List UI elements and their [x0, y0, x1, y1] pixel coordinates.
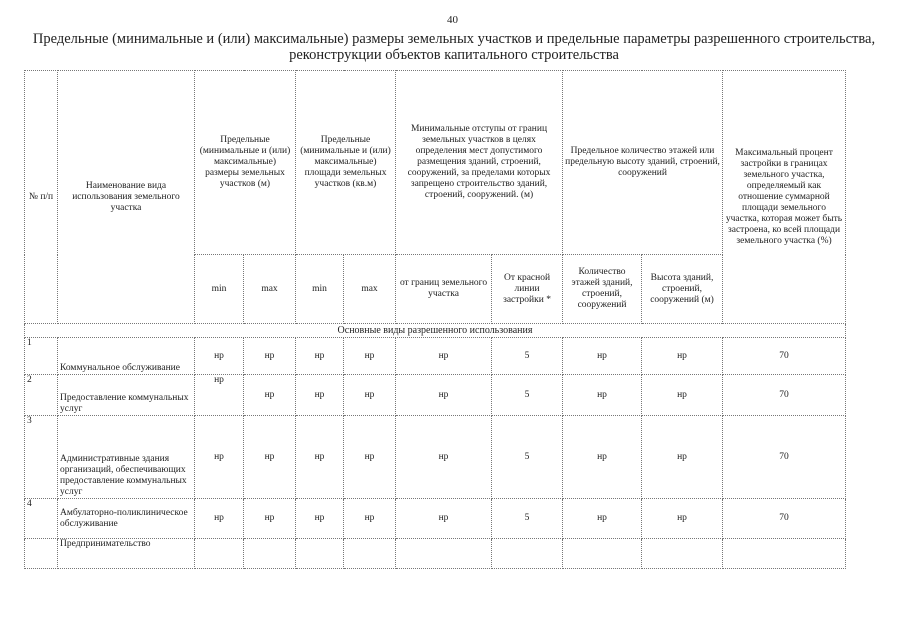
row-name: Административные здания организаций, обеспечивающих предоставление коммунальных услуг [58, 416, 195, 499]
row-num: 4 [25, 499, 58, 539]
cell-floor-count [563, 539, 642, 569]
cell-from-red-line: 5 [492, 416, 563, 499]
cell-coverage: 70 [723, 338, 846, 375]
cell-from-boundary: нр [396, 338, 492, 375]
cell-min-size: нр [195, 499, 244, 539]
cell-floor-count: нр [563, 375, 642, 416]
cell-min-size: нр [195, 375, 244, 416]
header-max-size: max [244, 255, 296, 324]
row-name: Амбулаторно-поликлиническое обслуживание [58, 499, 195, 539]
cell-floor-count: нр [563, 338, 642, 375]
cell-coverage: 70 [723, 375, 846, 416]
row-name: Предоставление коммунальных услуг [58, 375, 195, 416]
header-min-size: min [195, 255, 244, 324]
cell-from-boundary [396, 539, 492, 569]
table-row [25, 416, 846, 499]
row-name: Коммунальное обслуживание [58, 338, 195, 375]
header-floor-count: Количество этажей зданий, строений, сооружений [563, 255, 642, 324]
cell-from-boundary: нр [396, 375, 492, 416]
cell-max-size: нр [244, 375, 296, 416]
cell-from-red-line: 5 [492, 338, 563, 375]
cell-max-area: нр [344, 499, 396, 539]
cell-height: нр [642, 499, 723, 539]
cell-min-area: нр [296, 375, 344, 416]
cell-min-area: нр [296, 338, 344, 375]
cell-height: нр [642, 375, 723, 416]
cell-min-size [195, 539, 244, 569]
cell-min-area [296, 539, 344, 569]
cell-max-area: нр [344, 375, 396, 416]
cell-coverage: 70 [723, 416, 846, 499]
header-height: Высота зданий, строений, сооружений (м) [642, 255, 723, 324]
header-plot-size: Предельные (минимальные и (или) максимальные) размеры земельных участков (м) [195, 71, 296, 255]
header-max-area: max [344, 255, 396, 324]
cell-min-area: нр [296, 499, 344, 539]
row-num: 2 [25, 375, 58, 416]
cell-from-red-line: 5 [492, 375, 563, 416]
header-from-boundary: от границ земельного участка [396, 255, 492, 324]
cell-max-size [244, 539, 296, 569]
cell-max-area: нр [344, 338, 396, 375]
cell-max-size: нр [244, 416, 296, 499]
cell-floor-count: нр [563, 416, 642, 499]
header-name: Наименование вида использования земельного участка [58, 71, 195, 324]
section-title: Основные виды разрешенного использования [25, 324, 846, 338]
header-max-coverage: Максимальный процент застройки в границах земельного участка, определяемый как отношение суммарной площади земельного участка, которая может быть застроена, ко всей площади земельного участка (%) [723, 71, 846, 324]
header-from-red-line: От красной линии застройки * [492, 255, 563, 324]
table-row [25, 499, 846, 539]
header-plot-area: Предельные (минимальные и (или) максимальные) площади земельных участков (кв.м) [296, 71, 396, 255]
cell-max-size: нр [244, 338, 296, 375]
cell-min-size: нр [195, 338, 244, 375]
cell-max-area: нр [344, 416, 396, 499]
header-row-1 [25, 71, 846, 255]
row-name: Предпринимательство [58, 539, 195, 569]
cell-height: нр [642, 338, 723, 375]
table-row [25, 375, 846, 416]
cell-from-boundary: нр [396, 499, 492, 539]
row-num: 1 [25, 338, 58, 375]
cell-from-red-line [492, 539, 563, 569]
table-row [25, 338, 846, 375]
page-number: 40 [447, 14, 458, 26]
section-row [25, 324, 846, 338]
document-title: Предельные (минимальные и (или) максимальные) размеры земельных участков и предельные параметры разрешенного строительства, реконструкции объектов капитального строительства [32, 31, 876, 63]
header-num: № п/п [25, 71, 58, 324]
cell-height: нр [642, 416, 723, 499]
cell-min-size: нр [195, 416, 244, 499]
cell-max-area [344, 539, 396, 569]
cell-height [642, 539, 723, 569]
header-floors-height: Предельное количество этажей или предельную высоту зданий, строений, сооружений [563, 71, 723, 255]
row-num: 3 [25, 416, 58, 499]
header-min-area: min [296, 255, 344, 324]
cell-min-area: нр [296, 416, 344, 499]
cell-max-size: нр [244, 499, 296, 539]
table-row [25, 539, 846, 569]
row-num [25, 539, 58, 569]
cell-floor-count: нр [563, 499, 642, 539]
header-setbacks: Минимальные отступы от границ земельных участков в целях определения мест допустимого размещения зданий, строений, сооружений, за пределами которых запрещено строительство зданий, строений, сооружений. (м) [396, 71, 563, 255]
parameters-table [24, 70, 846, 569]
cell-from-boundary: нр [396, 416, 492, 499]
cell-coverage: 70 [723, 499, 846, 539]
cell-coverage [723, 539, 846, 569]
cell-from-red-line: 5 [492, 499, 563, 539]
